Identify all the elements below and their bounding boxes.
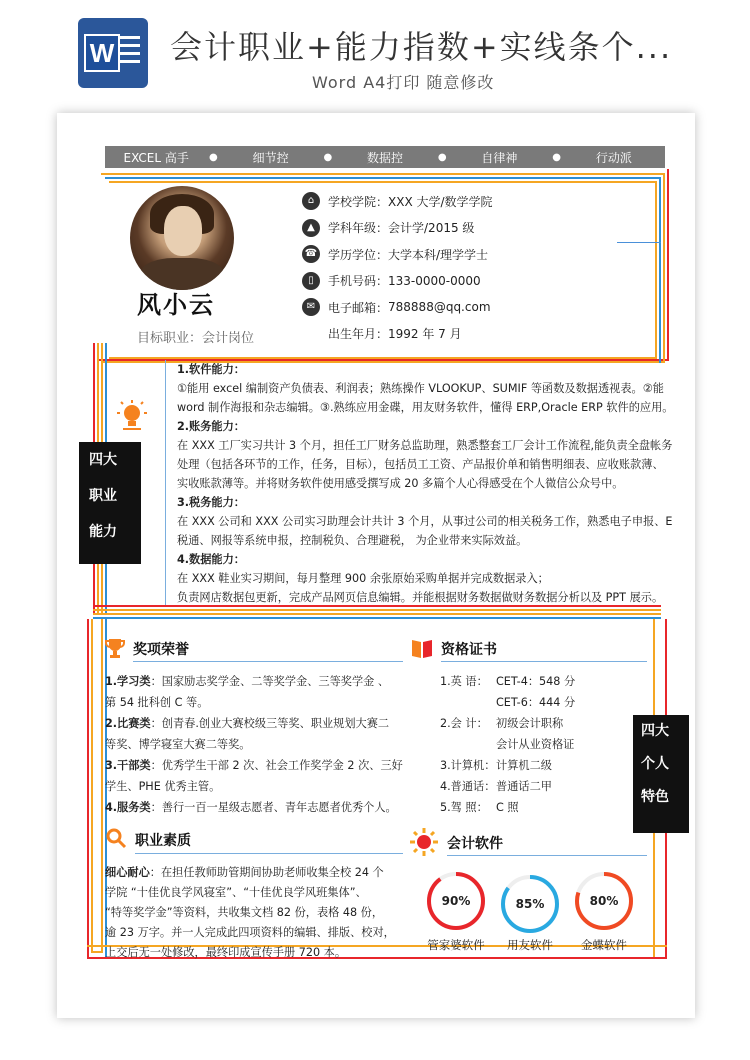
tag-data: 数据控 [367,150,404,165]
personal-info [302,188,493,347]
document-subtitle: Word A4打印 随意修改 [312,73,495,92]
tag-action: 行动派 [595,150,632,165]
document-header [0,0,750,100]
tag-excel: EXCEL 高手 [123,150,189,165]
word-app-icon: W [78,18,148,88]
tag-discipline: 自律神 [481,150,518,165]
certs-underline [441,661,647,662]
lightbulb-icon [117,399,147,433]
info-degree: ☎ 学历学位： 大学本科/理学学士 [302,241,493,268]
arrow-line [617,242,661,243]
sun-gear-icon [409,827,439,857]
skills-content: 1.软件能力： ①能用 excel 编制资产负债表、利润表；熟练操作 VLOOKUP、SUMIF 等函数及数据透视表。②能 word 制作海报和杂志编辑。③.熟练应用金碟，用友财务软件，懂得 ERP,Oracle ERP 软件的应用。 2.账务能力： 在 XXX 工厂实习共计 3 个月，担任工厂财务总监助理，熟悉整套工厂会计工作流程,能负责全盘帐务 处理（包括各环节的工作，任务，目标），包括员工工资、产品报价单和销售明细表、应收账款薄、 实收账款薄等。并将财务软件使用感受撰写成 20 多篇个人心得感受在个人微信公众号中。 3.税务能力： 在 XXX 公司和 XXX 公司实习助理会计共计 3 个月，从事过公司的相关税务工作，熟悉电子申报、E 税通、网报等系统申报，控制税负、合理避税， 为企业带来实际效益。 4.数据能力： 在 XXX 鞋业实习期间，每月整理 900 余张原始采购单据并完成数据录入； 负责网店数据包更新，完成产品网页信息编辑。并能根据财务数据做财务数据分析以及 PPT 展示。 [177,363,674,604]
candidate-name: 风小云 [137,291,215,319]
graduation-cap-icon: ▲ [302,219,320,237]
software-title: 会计软件 [447,836,503,852]
traits-content: 细心耐心：在担任教师助管期间协助老师收集全校 24 个 学院 “十佳优良学风寝室”、“十佳优良学风班集体”、 “特等奖学金”等资料，共收集文档 82 份，表格 48 份， 逾 23 万字。并一人完成此四项资料的编辑、排版、校对， 上交后无一处修改，最终印成宣传手册 720 本。 [105,866,395,959]
software-underline [447,855,647,856]
ring-percent: 90% [441,894,471,908]
software-ring-3 [573,870,635,932]
traits-title: 职业素质 [135,833,191,849]
phone-icon: ☎ [302,245,320,263]
frame-middle-bar-2 [93,609,661,615]
certs-content: 1.英 语： CET-4：548 分 CET-6：444 分 2.会 计： 初级会计职称 会计从业资格证 3.计算机： 计算机二级 4.普通话： 普通话二甲 5.驾 照： C 照 [440,675,576,814]
awards-content: 1.学习类：国家励志奖学金、二等奖学金、三等奖学金 、 第 54 批科创 C 等。 2.比赛类：创青春.创业大赛校级三等奖、职业规划大赛二 等奖、博学寝室大赛二等奖。 3.干部类：优秀学生干部 2 次、社会工作奖学金 2 次、三好 学生、PHE 优秀主管。 4.服务类：善行一百一星级志愿者、青年志愿者优秀个人。 [105,675,403,814]
info-birth: 出生年月： 1992 年 7 月 [302,321,493,348]
traits-underline [135,853,403,854]
dot-separator-icon: ● [437,151,447,163]
calendar-icon [302,325,320,343]
trophy-icon [105,637,125,659]
dot-separator-icon: ● [552,151,561,163]
document-title: 会计职业+能力指数+实线条个... [170,28,673,66]
target-job: 目标职业：会计岗位 [137,331,255,346]
ring-percent: 80% [589,894,619,908]
mail-icon: ✉ [302,298,320,316]
ring-label: 金蝶软件 [581,938,627,952]
certs-title: 资格证书 [441,642,497,658]
mobile-icon: ▯ [302,272,320,290]
info-major: ▲ 学科年级： 会计学/2015 级 [302,215,493,242]
software-ring-2 [499,873,561,935]
school-icon: ⌂ [302,192,320,210]
magnifier-icon [105,827,127,849]
features-heading: 四大 个人 特色 [633,715,689,833]
ring-label: 管家婆软件 [427,938,485,952]
divider [165,360,166,605]
dot-separator-icon: ● [209,151,218,163]
profile-photo [130,186,234,290]
tag-detail: 细节控 [252,150,289,165]
skill-tag-bar [105,146,665,168]
resume-page [57,113,695,1018]
info-email: ✉ 电子邮箱： 788888@qq.com [302,294,493,321]
ring-percent: 85% [515,897,545,911]
info-mobile: ▯ 手机号码： 133-0000-0000 [302,268,493,295]
awards-title: 奖项荣誉 [133,642,189,658]
ring-label: 用友软件 [507,938,553,952]
book-icon [411,637,433,659]
dot-separator-icon: ● [323,151,333,163]
software-ring-1 [425,870,487,932]
frame-bottom-left-2 [91,619,103,953]
awards-underline [133,661,403,662]
info-school: ⌂ 学校学院： XXX 大学/数学学院 [302,188,493,215]
skills-heading: 四大 职业 能力 [79,442,141,564]
